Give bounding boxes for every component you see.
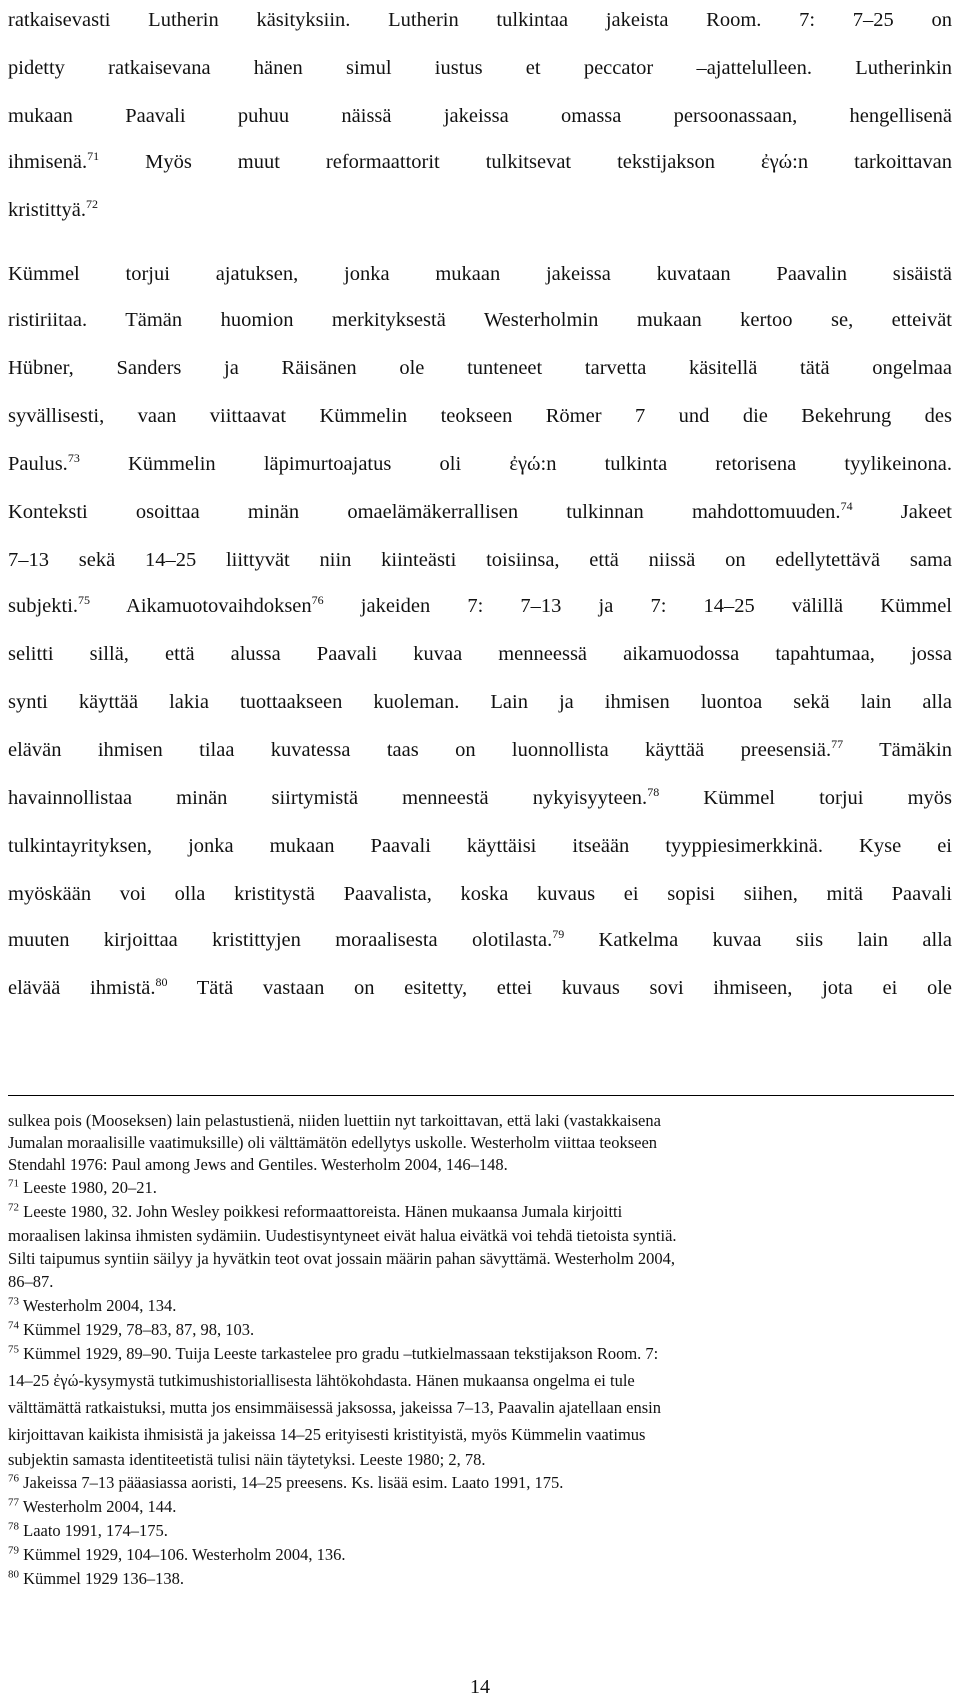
footnote-number: 79 (8, 1544, 19, 1557)
footnote-text: Leeste 1980, 32. John Wesley poikkesi reformaattoreista. Hänen mukaansa Jumala kirjoitti (19, 1202, 623, 1221)
page-number: 14 (470, 1676, 490, 1698)
body-text-segment: ristiriitaa. Tämän huomion merkityksestä Westerholmin mukaan kertoo se, etteivät (8, 309, 952, 331)
footnote-text: 86–87. (8, 1272, 54, 1291)
body-line (8, 8, 952, 32)
body-text-segment: ihmisenä. (8, 151, 88, 173)
footnote-text: subjektin samasta identiteetistä tulisi näin täytetyksi. Leeste 1980; 2, 78. (8, 1450, 486, 1469)
body-text-segment: Tätä vastaan on esitetty, ettei kuvaus sovi ihmiseen, jota ei ole (167, 977, 952, 999)
footnote-text: Jakeissa 7–13 pääasiassa aoristi, 14–25 preesens. Ks. lisää esim. Laato 1991, 175. (19, 1473, 564, 1492)
footnote-text: sulkea pois (Mooseksen) lain pelastustienä, niiden luettiin nyt tarkoittavan, että laki (vastakkaisena (8, 1111, 661, 1130)
footnote-number: 75 (8, 1343, 19, 1356)
body-text-segment: Myös muut reformaattorit tulkitsevat tekstijakson ἐγώ:n tarkoittavan (99, 151, 952, 173)
body-line (8, 548, 952, 572)
footnote-text: kirjoittavan kaikista ihmisistä ja jakeissa 14–25 erityisesti kristityistä, myös Kümmelin vaatimus (8, 1425, 646, 1444)
body-line (8, 976, 952, 1000)
body-line (8, 262, 952, 286)
body-text-segment: Paulus. (8, 453, 68, 475)
footnote-text: Silti taipumus syntiin säilyy ja hyvätkin teot ovat jossain määrin pahan sävyttämä. Westerholm 2004, (8, 1249, 675, 1268)
footnote-number: 71 (8, 1177, 19, 1190)
footnote-text: Laato 1991, 174–175. (19, 1521, 168, 1540)
footnote-line (8, 1450, 486, 1470)
body-text-segment: muuten kirjoittaa kristittyjen moraalisesta olotilasta. (8, 929, 553, 951)
body-text-segment: Kümmelin läpimurtoajatus oli ἐγώ:n tulkinta retorisena tyylikeinona. (79, 453, 952, 475)
footnote-ref: 80 (155, 975, 168, 990)
body-line (8, 642, 952, 666)
body-text-segment: Jakeet (852, 501, 952, 523)
footnote-ref: 75 (78, 593, 91, 608)
footnote-line (8, 1202, 622, 1222)
body-text-segment: elävää ihmistä. (8, 977, 156, 999)
footnote-text: Leeste 1980, 20–21. (19, 1178, 157, 1197)
body-text-segment: synti käyttää lakia tuottaakseen kuoleman. Lain ja ihmisen luontoa sekä lain alla (8, 691, 952, 713)
footnote-text: Kümmel 1929, 78–83, 87, 98, 103. (19, 1320, 255, 1339)
body-text-segment: elävän ihmisen tilaa kuvatessa taas on luonnollista käyttää preesensiä. (8, 739, 832, 761)
footnote-number: 74 (8, 1319, 19, 1332)
body-text-segment: Hübner, Sanders ja Räisänen ole tunteneet tarvetta käsitellä tätä ongelmaa (8, 357, 952, 379)
footnote-line (8, 1178, 157, 1198)
footnote-line (8, 1133, 657, 1153)
footnote-text: Kümmel 1929, 89–90. Tuija Leeste tarkastelee pro gradu –tutkielmassaan tekstijakson Room. 7: (19, 1344, 659, 1363)
body-text-segment: Kümmel torjui ajatuksen, jonka mukaan jakeissa kuvataan Paavalin sisäistä (8, 263, 952, 285)
footnote-ref: 73 (67, 451, 80, 466)
footnote-ref: 72 (86, 197, 99, 212)
footnote-number: 78 (8, 1520, 19, 1533)
footnote-ref: 79 (552, 927, 565, 942)
footnote-line (8, 1497, 176, 1517)
footnote-text: Kümmel 1929 136–138. (19, 1569, 184, 1588)
footnote-number: 76 (8, 1472, 19, 1485)
body-line (8, 198, 98, 222)
footnote-number: 77 (8, 1496, 19, 1509)
footnote-line (8, 1521, 168, 1541)
body-text-segment: myöskään voi olla kristitystä Paavalista, koska kuvaus ei sopisi siihen, mitä Paavali (8, 883, 952, 905)
body-text-segment: mukaan Paavali puhuu näissä jakeissa omassa persoonassaan, hengellisenä (8, 105, 952, 127)
body-text-segment: syvällisesti, vaan viittaavat Kümmelin teokseen Römer 7 und die Bekehrung des (8, 405, 952, 427)
body-line (8, 928, 952, 952)
body-text-segment: Kümmel torjui myös (659, 787, 953, 809)
footnote-line (8, 1296, 176, 1316)
body-text-segment: tulkintayrityksen, jonka mukaan Paavali käyttäisi itseään tyyppiesimerkkinä. Kyse ei (8, 835, 952, 857)
footnote-line (8, 1155, 508, 1175)
body-line (8, 786, 952, 810)
footnote-line (8, 1569, 184, 1589)
body-text-segment: pidetty ratkaisevana hänen simul iustus et peccator –ajattelulleen. Lutherinkin (8, 57, 952, 79)
footnote-line (8, 1398, 661, 1418)
footnote-number: 72 (8, 1201, 19, 1214)
footnote-ref: 78 (647, 785, 660, 800)
body-line (8, 690, 952, 714)
footnote-ref: 74 (840, 499, 853, 514)
footnote-ref: 77 (831, 737, 844, 752)
body-line (8, 308, 952, 332)
body-text-segment: ratkaisevasti Lutherin käsityksiin. Lutherin tulkintaa jakeista Room. 7: 7–25 on (8, 9, 952, 31)
footnote-ref: 76 (311, 593, 324, 608)
footnote-text: Westerholm 2004, 144. (19, 1497, 177, 1516)
body-text-segment: havainnollistaa minän siirtymistä menneestä nykyisyyteen. (8, 787, 648, 809)
body-text-segment: Konteksti osoittaa minän omaelämäkerrallisen tulkinnan mahdottomuuden. (8, 501, 841, 523)
body-line (8, 404, 952, 428)
footnote-number: 73 (8, 1295, 19, 1308)
footnote-line (8, 1344, 658, 1364)
body-text-segment: Katkelma kuvaa siis lain alla (564, 929, 953, 951)
footnote-divider (8, 1095, 954, 1096)
footnote-line (8, 1249, 675, 1269)
body-line (8, 356, 952, 380)
body-line (8, 500, 952, 524)
footnote-text: Stendahl 1976: Paul among Jews and Gentiles. Westerholm 2004, 146–148. (8, 1155, 508, 1174)
footnote-line (8, 1226, 677, 1246)
body-line (8, 104, 952, 128)
footnote-line (8, 1425, 645, 1445)
body-text-segment: 7–13 sekä 14–25 liittyvät niin kiinteästi toisiinsa, että niissä on edellytettävä sama (8, 549, 952, 571)
footnote-ref: 71 (87, 149, 100, 164)
body-text-segment: jakeiden 7: 7–13 ja 7: 14–25 välillä Kümmel (323, 595, 952, 617)
body-line (8, 738, 952, 762)
body-line (8, 56, 952, 80)
footnote-number: 80 (8, 1568, 19, 1581)
footnote-text: Kümmel 1929, 104–106. Westerholm 2004, 136. (19, 1545, 346, 1564)
footnote-text: Jumalan moraalisille vaatimuksille) oli välttämätön edellytys uskolle. Westerholm viittaa teokseen (8, 1133, 658, 1152)
body-line (8, 150, 952, 174)
body-line (8, 594, 952, 618)
body-text-segment: Aikamuotovaihdoksen (90, 595, 312, 617)
footnote-line (8, 1272, 53, 1292)
footnote-line (8, 1545, 346, 1565)
body-text-segment: kristittyä. (8, 199, 87, 221)
body-text-segment: subjekti. (8, 595, 79, 617)
footnote-text: moraalisen lakinsa ihmisten sydämiin. Uudestisyntyneet eivät halua eivätkä voi tehdä tietoista syntiä. (8, 1226, 677, 1245)
footnote-line (8, 1111, 661, 1131)
footnote-line (8, 1371, 635, 1391)
body-text-segment: Tämäkin (843, 739, 952, 761)
body-text-segment: selitti sillä, että alussa Paavali kuvaa menneessä aikamuodossa tapahtumaa, jossa (8, 643, 952, 665)
footnote-text: 14–25 ἐγώ-kysymystä tutkimushistoriallisesta lähtökohdasta. Hänen mukaansa ongelma ei tule (8, 1371, 635, 1390)
footnote-line (8, 1473, 563, 1493)
body-line (8, 834, 952, 858)
body-line (8, 882, 952, 906)
footnote-text: Westerholm 2004, 134. (19, 1296, 177, 1315)
footnote-line (8, 1320, 254, 1340)
footnote-text: välttämättä ratkaistuksi, mutta jos ensimmäisessä jaksossa, jakeissa 7–13, Paavalin ajatellaan ensin (8, 1398, 661, 1417)
body-line (8, 452, 952, 476)
